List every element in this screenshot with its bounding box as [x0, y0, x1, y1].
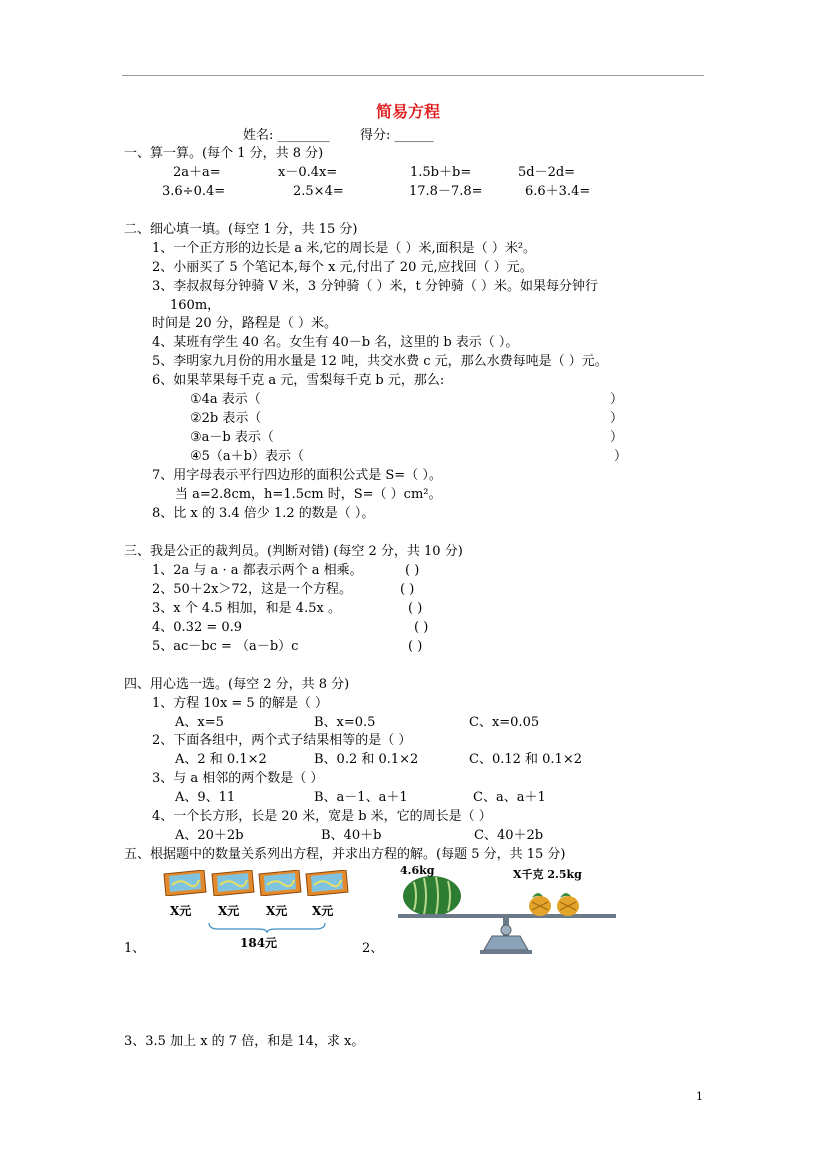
- answer-paren: ( ): [408, 601, 423, 616]
- total-bracket: [208, 922, 326, 934]
- notebook-image: [255, 870, 303, 896]
- fill-question-4: 4、某班有学生 40 名。女生有 40－b 名，这里的 b 表示（ ）。: [152, 335, 519, 350]
- notebook-price-label: X元: [218, 904, 240, 918]
- option: A、2 和 0.1×2: [175, 752, 267, 767]
- fill-question-3-cont: 时间是 20 分，路程是（ ）米。: [152, 316, 337, 331]
- q6-item: ②2b 表示（: [190, 411, 262, 426]
- option: A、9、11: [175, 790, 236, 805]
- total-price-label: 184元: [240, 936, 278, 950]
- option: B、a－1、a＋1: [314, 790, 408, 805]
- name-field-label: 姓名: ________: [243, 128, 330, 143]
- fill-question-3-cont: 160m，: [170, 298, 221, 313]
- notebook-image: [160, 870, 208, 896]
- calc-item: 2a＋a=: [173, 165, 221, 180]
- option: B、40＋b: [321, 828, 382, 843]
- header-rule: [122, 75, 704, 76]
- q6-close-paren: ）: [610, 430, 624, 445]
- choice-question-1: 1、方程 10x = 5 的解是（ ）: [152, 696, 328, 711]
- choice-question-2: 2、下面各组中，两个式子结果相等的是（ ）: [152, 733, 412, 748]
- section-3-heading: 三、我是公正的裁判员。(判断对错) (每空 2 分，共 10 分): [124, 544, 463, 559]
- q6-close-paren: ）: [610, 411, 624, 426]
- option: A、20＋2b: [175, 828, 244, 843]
- q6-close-paren: ）: [614, 449, 628, 464]
- problem-2-label: 2、: [362, 941, 384, 956]
- calc-item: 6.6＋3.4=: [525, 184, 591, 199]
- page-title: 简易方程: [376, 102, 441, 121]
- answer-paren: ( ): [400, 582, 415, 597]
- answer-paren: ( ): [405, 563, 420, 578]
- page-number: 1: [696, 1090, 703, 1103]
- option: C、a、a＋1: [473, 790, 546, 805]
- fill-question-5: 5、李明家九月份的用水量是 12 吨，共交水费 c 元，那么水费每吨是（ ）元。: [152, 354, 608, 369]
- balance-scale-image: [392, 872, 624, 956]
- notebook-image: [208, 870, 256, 896]
- problem-3: 3、3.5 加上 x 的 7 倍，和是 14，求 x。: [124, 1034, 365, 1049]
- option: A、x=5: [175, 715, 224, 730]
- notebook-price-label: X元: [266, 904, 288, 918]
- answer-paren: ( ): [408, 639, 423, 654]
- choice-question-3: 3、与 a 相邻的两个数是（ ）: [152, 771, 324, 786]
- judge-item: 1、2a 与 a · a 都表示两个 a 相乘。: [152, 563, 363, 578]
- calc-item: 2.5×4=: [293, 184, 344, 199]
- section-1-heading: 一、算一算。(每个 1 分，共 8 分): [124, 146, 324, 161]
- calc-item: 1.5b＋b=: [410, 165, 472, 180]
- option: C、40＋2b: [474, 828, 544, 843]
- fill-question-2: 2、小丽买了 5 个笔记本,每个 x 元,付出了 20 元,应找回（ ）元。: [152, 260, 533, 275]
- option: B、x=0.5: [314, 715, 376, 730]
- score-field-label: 得分: ______: [360, 128, 434, 143]
- section-4-heading: 四、用心选一选。(每空 2 分，共 8 分): [124, 677, 350, 692]
- judge-item: 5、ac－bc = （a－b）c: [152, 639, 299, 654]
- judge-item: 3、x 个 4.5 相加，和是 4.5x 。: [152, 601, 341, 616]
- fill-question-7: 7、用字母表示平行四边形的面积公式是 S=（ ）。: [152, 468, 442, 483]
- fill-question-3: 3、李叔叔每分钟骑 V 米，3 分钟骑（ ）米，t 分钟骑（ ）米。如果每分钟行: [152, 279, 598, 294]
- option: C、x=0.05: [469, 715, 540, 730]
- q6-item: ③a－b 表示（: [190, 430, 274, 445]
- judge-item: 4、0.32 = 0.9: [152, 620, 243, 635]
- option: C、0.12 和 0.1×2: [469, 752, 582, 767]
- melon-weight-label: 4.6kg: [400, 864, 435, 877]
- calc-item: 3.6÷0.4=: [162, 184, 226, 199]
- pineapple-weight-label: X千克 2.5kg: [513, 868, 582, 881]
- calc-item: 17.8－7.8=: [409, 184, 483, 199]
- notebook-image: [302, 870, 350, 896]
- calc-item: x－0.4x=: [278, 165, 338, 180]
- fill-question-6: 6、如果苹果每千克 a 元，雪梨每千克 b 元，那么:: [152, 373, 445, 388]
- notebook-price-label: X元: [170, 904, 192, 918]
- notebook-price-label: X元: [312, 904, 334, 918]
- judge-item: 2、50＋2x＞72，这是一个方程。: [152, 582, 352, 597]
- q6-item: ①4a 表示（: [190, 392, 261, 407]
- choice-question-4: 4、一个长方形，长是 20 米，宽是 b 米，它的周长是（ ）: [152, 809, 492, 824]
- fill-question-1: 1、一个正方形的边长是 a 米,它的周长是（ ）米,面积是（ ）米²。: [152, 241, 537, 256]
- answer-paren: ( ): [414, 620, 429, 635]
- section-5-heading: 五、根据题中的数量关系列出方程，并求出方程的解。(每题 5 分，共 15 分): [124, 847, 566, 862]
- problem-1-label: 1、: [124, 941, 146, 956]
- option: B、0.2 和 0.1×2: [314, 752, 419, 767]
- fill-question-7-cont: 当 a=2.8cm，h=1.5cm 时，S=（ ）cm²。: [175, 487, 442, 502]
- section-2-heading: 二、细心填一填。(每空 1 分，共 15 分): [124, 222, 358, 237]
- calc-item: 5d－2d=: [518, 165, 576, 180]
- fill-question-8: 8、比 x 的 3.4 倍少 1.2 的数是（ ）。: [152, 506, 375, 521]
- q6-item: ④5（a＋b）表示（: [190, 449, 304, 464]
- q6-close-paren: ）: [610, 392, 624, 407]
